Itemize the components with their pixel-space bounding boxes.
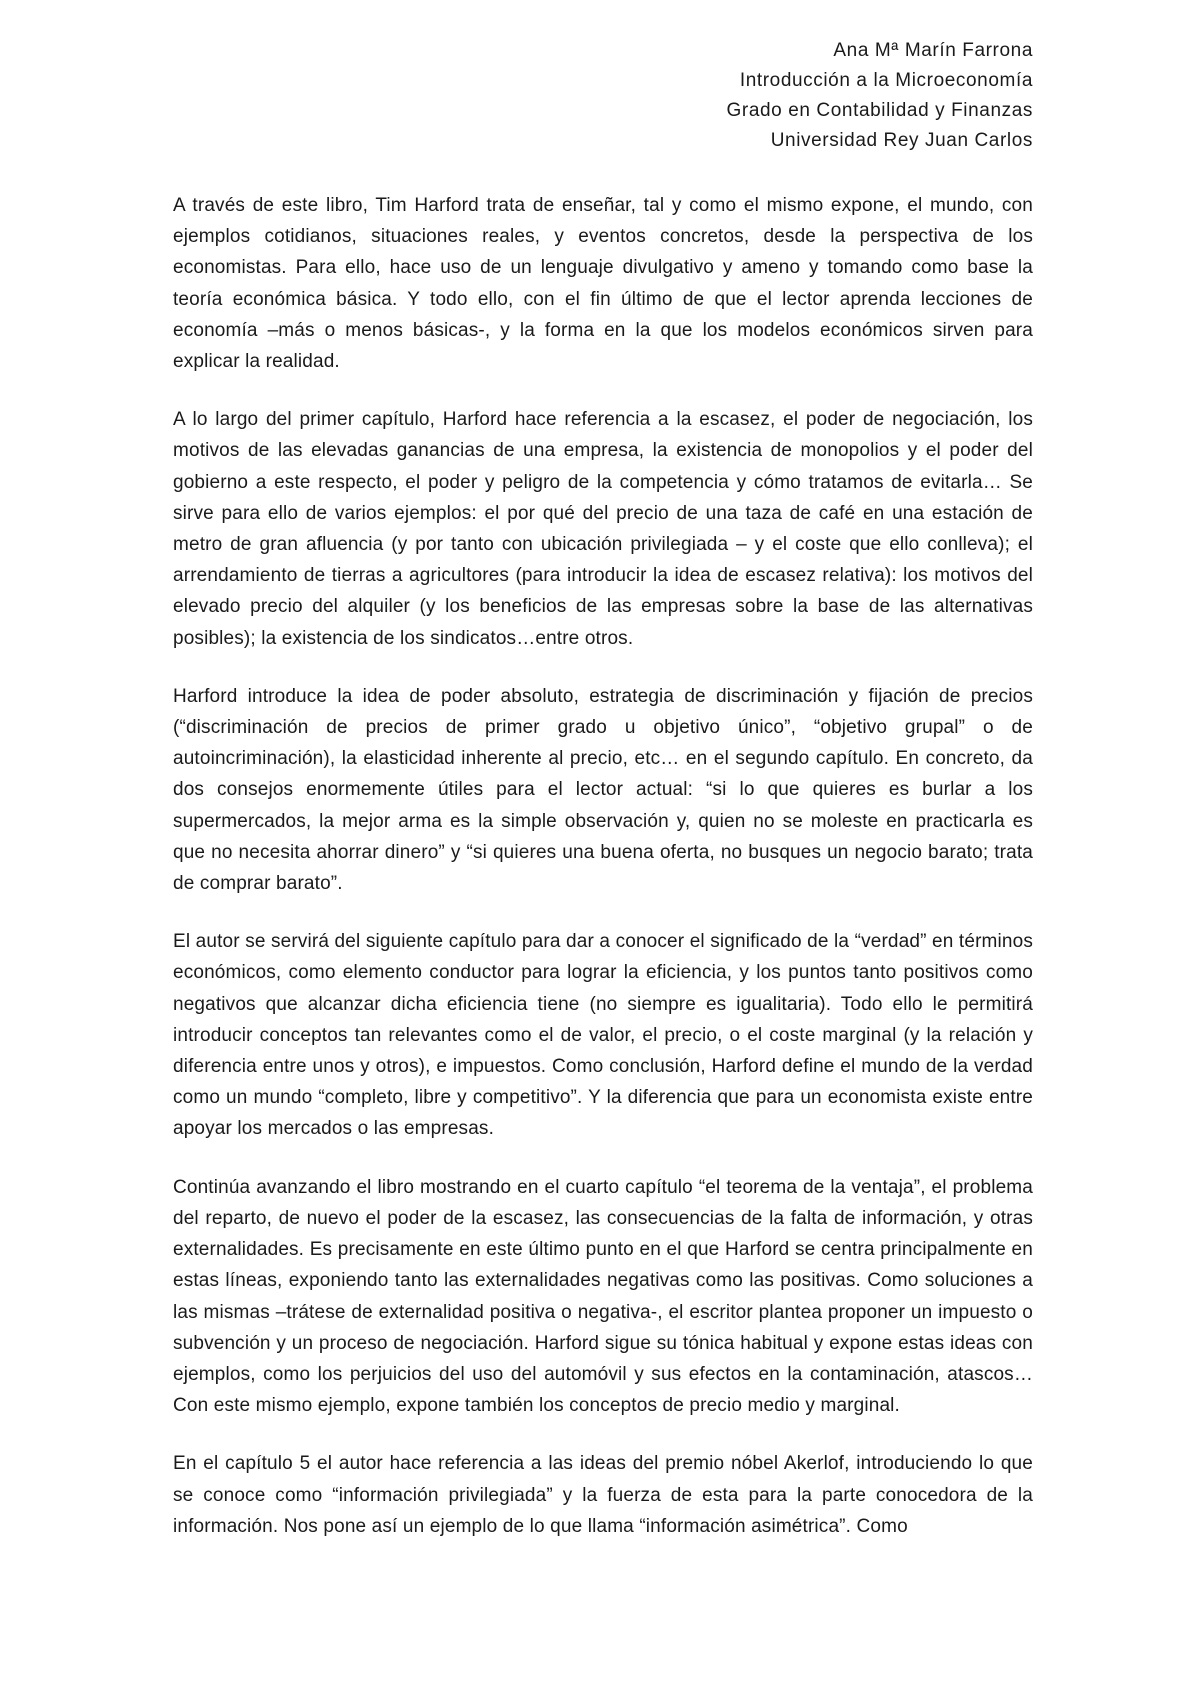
paragraph-4: El autor se servirá del siguiente capítulo para dar a conocer el significado de la “verdad” en términos económicos, como elemento conductor para lograr la eficiencia, y los puntos tanto positivos como negativos que alcanzar dicha eficiencia tiene (no siempre es igualitaria). Todo ello le permitirá introducir conceptos tan relevantes como el de valor, el precio, o el coste marginal (y la relación y diferencia entre unos y otros), e impuestos. Como conclusión, Harford define el mundo de la verdad como un mundo “completo, libre y competitivo”. Y la diferencia que para un economista existe entre apoyar los mercados o las empresas. xyxy=(173,931,1033,1140)
document-header xyxy=(173,36,1033,156)
university-name: Universidad Rey Juan Carlos xyxy=(770,130,1033,151)
paragraph-2: A lo largo del primer capítulo, Harford hace referencia a la escasez, el poder de negociación, los motivos de las elevadas ganancias de una empresa, la existencia de monopolios y el poder del gobierno a este respecto, el poder y peligro de la competencia y cómo tratamos de evitarla… Se sirve para ello de varios ejemplos: el por qué del precio de una taza de café en una estación de metro de gran afluencia (y por tanto con ubicación privilegiada – y el coste que ello conlleva); el arrendamiento de tierras a agricultores (para introducir la idea de escasez relativa): los motivos del elevado precio del alquiler (y los beneficios de las empresas sobre la base de las alternativas posibles); la existencia de los sindicatos…entre otros. xyxy=(173,409,1033,649)
document-page xyxy=(173,36,1033,1569)
paragraph-1: A través de este libro, Tim Harford trata de enseñar, tal y como el mismo expone, el mundo, con ejemplos cotidianos, situaciones reales, y eventos concretos, desde la perspectiva de los economistas. Para ello, hace uso de un lenguaje divulgativo y ameno y tomando como base la teoría económica básica. Y todo ello, con el fin último de que el lector aprenda lecciones de economía –más o menos básicas-, y la forma en la que los modelos económicos sirven para explicar la realidad. xyxy=(173,195,1033,373)
author-name: Ana Mª Marín Farrona xyxy=(833,40,1033,61)
paragraph-5: Continúa avanzando el libro mostrando en el cuarto capítulo “el teorema de la ventaja”, el problema del reparto, de nuevo el poder de la escasez, las consecuencias de la falta de información, y otras externalidades. Es precisamente en este último punto en el que Harford se centra principalmente en estas líneas, exponiendo tanto las externalidades negativas como las positivas. Como soluciones a las mismas –trátese de externalidad positiva o negativa-, el escritor plantea proponer un impuesto o subvención y un proceso de negociación. Harford sigue su tónica habitual y expone estas ideas con ejemplos, como los perjuicios del uso del automóvil y sus efectos en la contaminación, atascos… Con este mismo ejemplo, expone también los conceptos de precio medio y marginal. xyxy=(173,1176,1033,1417)
course-name: Introducción a la Microeconomía xyxy=(739,70,1033,91)
paragraph-6: En el capítulo 5 el autor hace referencia a las ideas del premio nóbel Akerlof, introduciendo lo que se conoce como “información privilegiada” y la fuerza de esta para la parte conocedora de la información. Nos pone así un ejemplo de lo que llama “información asimétrica”. Como xyxy=(173,1453,1033,1537)
paragraph-3: Harford introduce la idea de poder absoluto, estrategia de discriminación y fijación de precios (“discriminación de precios de primer grado u objetivo único”, “objetivo grupal” o de autoincriminación), la elasticidad inherente al precio, etc… en el segundo capítulo. En concreto, da dos consejos enormemente útiles para el lector actual: “si lo que quieres es burlar a los supermercados, la mejor arma es la simple observación y, quien no se moleste en practicarla es que no necesita ahorrar dinero” y “si quieres una buena oferta, no busques un negocio barato; trata de comprar barato”. xyxy=(173,685,1033,895)
degree-name: Grado en Contabilidad y Finanzas xyxy=(726,100,1033,121)
document-body xyxy=(173,190,1033,1542)
